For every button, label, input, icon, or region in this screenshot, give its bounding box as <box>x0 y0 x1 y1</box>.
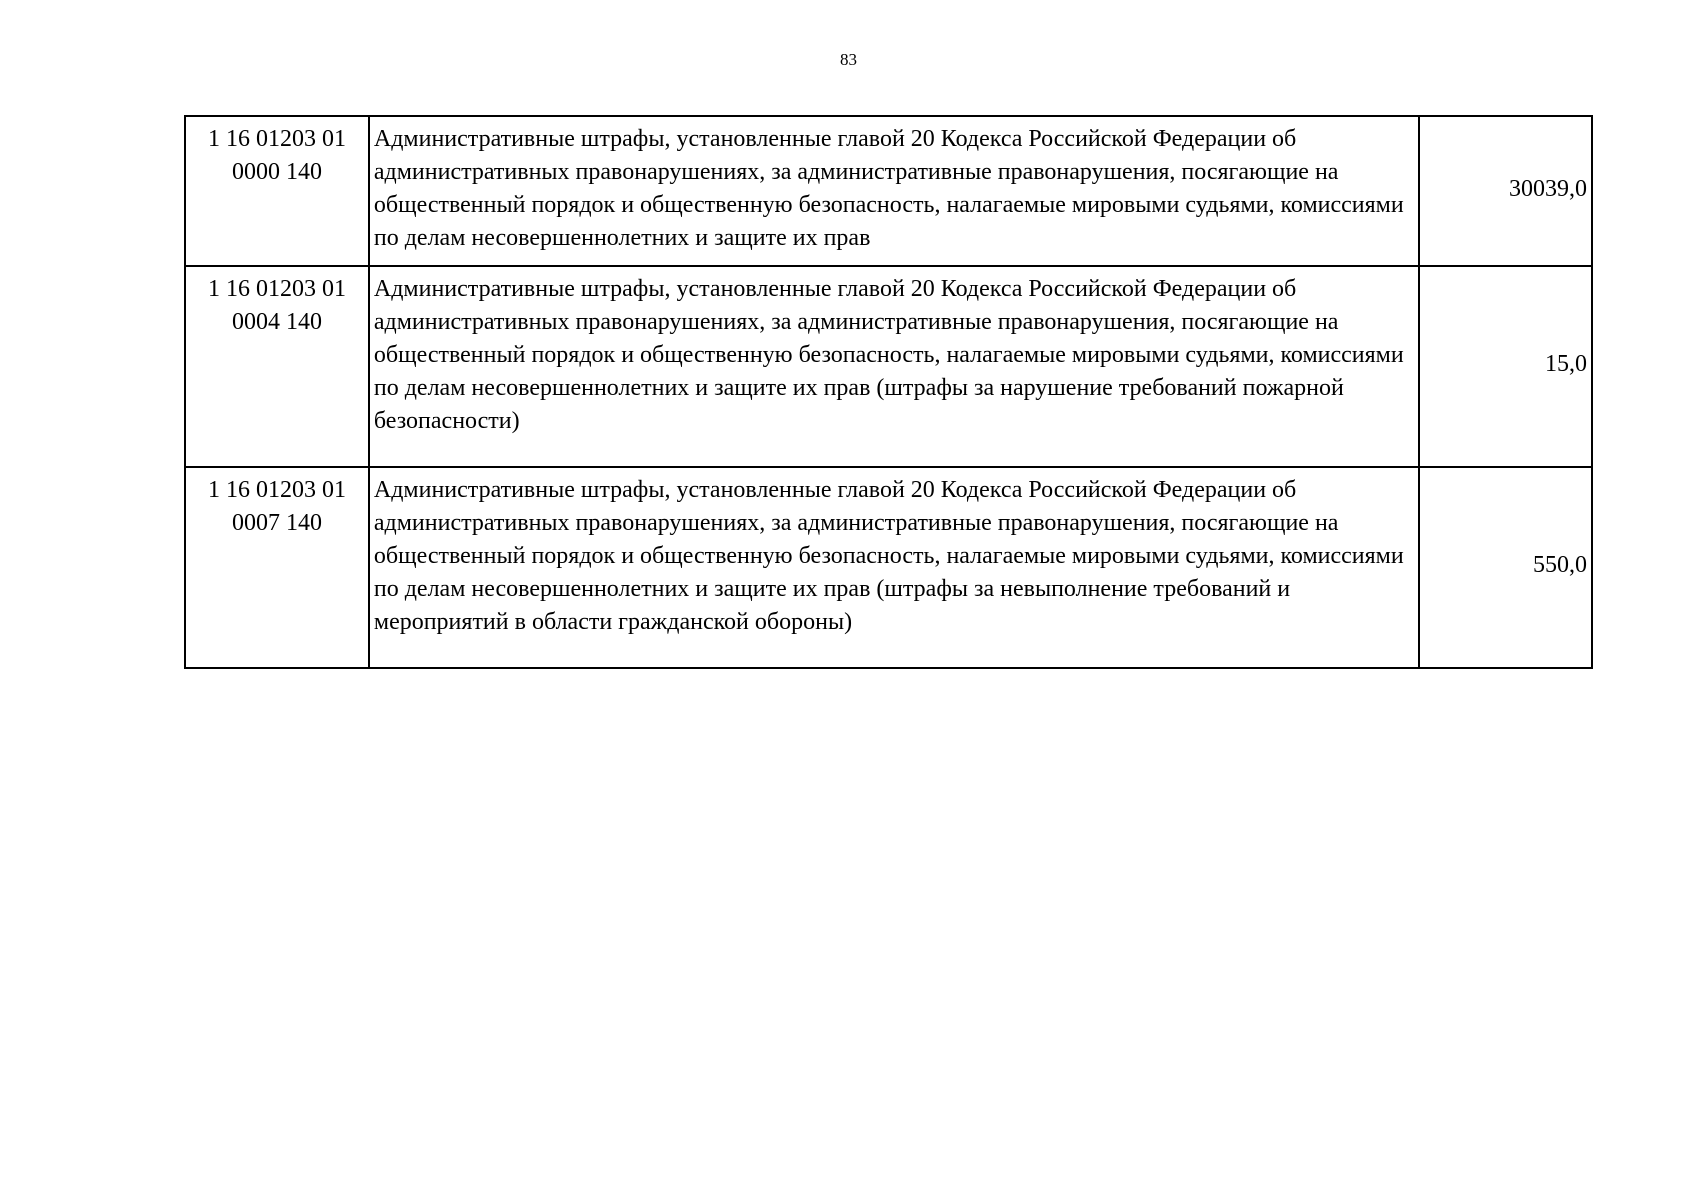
description-cell: Административные штрафы, установленные главой 20 Кодекса Российской Федерации об административных правонарушениях, за административные правонарушения, посягающие на общественный порядок и общественную безопасность, налагаемые мировыми судьями, комиссиями по делам несовершеннолетних и защите их прав <box>369 116 1419 266</box>
budget-code-cell <box>185 116 369 266</box>
table-row <box>185 116 1592 266</box>
budget-code-line: 0007 140 <box>231 510 322 536</box>
budget-code-line: 0004 140 <box>231 309 322 335</box>
amount-cell: 30039,0 <box>1419 116 1592 266</box>
description-cell: Административные штрафы, установленные главой 20 Кодекса Российской Федерации об административных правонарушениях, за административные правонарушения, посягающие на общественный порядок и общественную безопасность, налагаемые мировыми судьями, комиссиями по делам несовершеннолетних и защите их прав (штрафы за невыполнение требований и мероприятий в области гражданской обороны) <box>369 467 1419 668</box>
budget-code-line: 1 16 01203 01 <box>207 477 346 503</box>
amount-cell: 550,0 <box>1419 467 1592 668</box>
table-row <box>185 266 1592 467</box>
description-cell: Административные штрафы, установленные главой 20 Кодекса Российской Федерации об административных правонарушениях, за административные правонарушения, посягающие на общественный порядок и общественную безопасность, налагаемые мировыми судьями, комиссиями по делам несовершеннолетних и защите их прав (штрафы за нарушение требований пожарной безопасности) <box>369 266 1419 467</box>
budget-code-line: 1 16 01203 01 <box>207 126 346 152</box>
table-row <box>185 467 1592 668</box>
budget-table <box>184 115 1593 669</box>
page-number: 83 <box>840 50 857 69</box>
amount-cell: 15,0 <box>1419 266 1592 467</box>
budget-code-line: 0000 140 <box>231 159 322 185</box>
budget-code-cell <box>185 266 369 467</box>
budget-code-line: 1 16 01203 01 <box>207 276 346 302</box>
budget-code-cell <box>185 467 369 668</box>
